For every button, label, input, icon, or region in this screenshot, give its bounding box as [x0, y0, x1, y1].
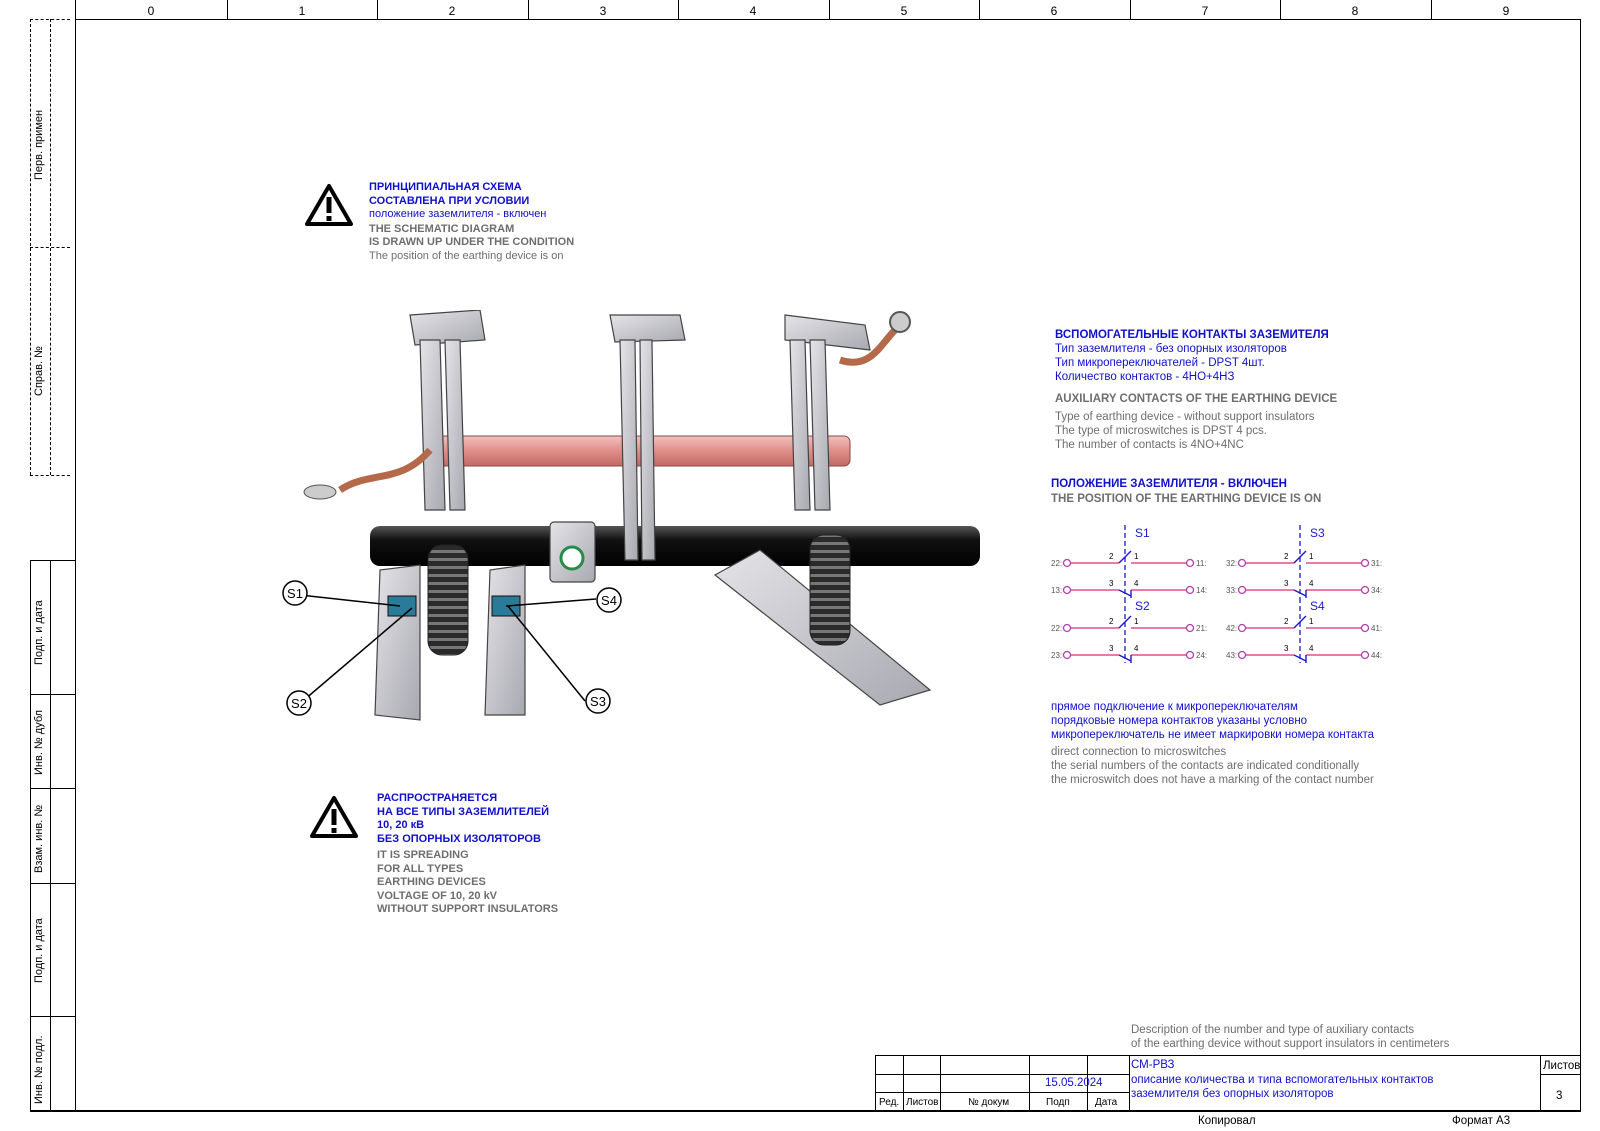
pin-number: 4	[1134, 579, 1139, 588]
callout-s3: S3	[590, 694, 606, 709]
terminal	[1239, 560, 1246, 567]
note-text: РАСПРОСТРАНЯЕТСЯ	[377, 792, 498, 804]
side-label-inv-podl: Инв. № подл.	[33, 1035, 45, 1104]
terminal	[1362, 587, 1369, 594]
terminal	[1239, 652, 1246, 659]
pin-number: 1	[1309, 552, 1314, 561]
position-label	[1051, 477, 1321, 507]
note-text: положение заземлителя - включен	[369, 208, 547, 220]
terminal	[1064, 652, 1071, 659]
side-label-vzam-inv: Взам. инв. №	[33, 804, 45, 873]
note-text: EARTHING DEVICES	[377, 876, 486, 888]
terminal	[1239, 587, 1246, 594]
aux-line: Тип микропереключателей - DPST 4шт.	[1055, 357, 1265, 369]
terminal-label: 32:	[1226, 559, 1238, 568]
position-ru: ПОЛОЖЕНИЕ ЗАЗЕМЛИТЕЛЯ - ВКЛЮЧЕН	[1051, 478, 1287, 490]
connection-note: прямое подключение к микропереключателям	[1051, 701, 1298, 713]
side-label-sprav-no: Справ. №	[33, 346, 45, 396]
footer-kopiroval: Копировал	[1198, 1115, 1256, 1127]
note-text: 10, 20 кВ	[377, 819, 425, 831]
switch-label: S3	[1310, 526, 1325, 540]
note-text: НА ВСЕ ТИПЫ ЗАЗЕМЛИТЕЛЕЙ	[377, 805, 550, 818]
terminal	[1187, 625, 1194, 632]
connection-note: микропереключатель не имеет маркировки номера контакта	[1051, 729, 1375, 741]
note-text: БЕЗ ОПОРНЫХ ИЗОЛЯТОРОВ	[377, 832, 541, 845]
side-label-podp-data-2: Подп. и дата	[33, 918, 45, 983]
terminal	[1187, 652, 1194, 659]
pin-number: 1	[1134, 617, 1139, 626]
tb-col-podp: Подп	[1046, 1097, 1070, 1108]
connection-note: the microswitch does not have a marking of the contact number	[1051, 774, 1374, 786]
tb-sheets-label: Листов	[1543, 1060, 1581, 1072]
terminal	[1187, 587, 1194, 594]
pin-number: 4	[1309, 644, 1314, 653]
zone-number: 9	[1502, 4, 1510, 18]
tb-col-data: Дата	[1095, 1097, 1118, 1108]
aux-title-ru: ВСПОМОГАТЕЛЬНЫЕ КОНТАКТЫ ЗАЗЕМИТЕЛЯ	[1055, 329, 1329, 341]
callout-s4: S4	[601, 593, 617, 608]
note-text: The position of the earthing device is on	[369, 249, 564, 262]
aux-contacts-description	[1055, 328, 1337, 452]
connection-note: direct connection to microswitches	[1051, 746, 1227, 758]
terminal-label: 41:	[1371, 624, 1383, 633]
terminal	[1187, 560, 1194, 567]
terminal	[1362, 652, 1369, 659]
callout-s1: S1	[287, 586, 303, 601]
terminal-label: 11:	[1196, 559, 1207, 568]
bottom-border	[30, 1111, 1581, 1112]
position-en: THE POSITION OF THE EARTHING DEVICE IS ON	[1051, 493, 1322, 505]
note-text: IT IS SPREADING	[377, 849, 469, 861]
terminal-label: 22:	[1051, 624, 1063, 633]
zone-number: 4	[749, 4, 757, 18]
terminal	[1239, 625, 1246, 632]
zone-number: 0	[147, 4, 155, 18]
terminal	[1064, 625, 1071, 632]
tb-sheets-value: 3	[1556, 1090, 1563, 1102]
tb-desc: описание количества и типа вспомогательных контактов	[1131, 1073, 1434, 1086]
terminal-label: 44:	[1371, 651, 1383, 660]
terminal-label: 13:	[1051, 586, 1063, 595]
pin-number: 3	[1284, 644, 1289, 653]
terminal	[1064, 560, 1071, 567]
aux-title-en: AUXILIARY CONTACTS OF THE EARTHING DEVICE	[1055, 393, 1338, 405]
note-text: THE SCHEMATIC DIAGRAM	[369, 222, 515, 235]
terminal	[1362, 625, 1369, 632]
tb-desc: заземлителя без опорных изоляторов	[1131, 1088, 1334, 1100]
aux-line: The number of contacts is 4NO+4NC	[1055, 439, 1244, 451]
tb-code: СМ-РВЗ	[1131, 1059, 1175, 1071]
side-label-perv-primen: Перв. примен	[33, 109, 45, 180]
callout-s2: S2	[291, 696, 307, 711]
terminal-label: 43:	[1226, 651, 1238, 660]
note-text: ПРИНЦИПИАЛЬНАЯ СХЕМА	[369, 181, 522, 193]
tb-col-red: Ред.	[879, 1097, 900, 1108]
sheet-description	[1131, 1023, 1449, 1051]
zone-number: 7	[1201, 4, 1209, 18]
tb-title	[1131, 1058, 1434, 1102]
pin-number: 2	[1109, 552, 1114, 561]
warning-icon	[304, 183, 354, 227]
terminal	[1362, 560, 1369, 567]
aux-line: The type of microswitches is DPST 4 pcs.	[1055, 425, 1267, 437]
contact-schematic	[1040, 525, 1400, 670]
terminal-label: 23:	[1051, 651, 1063, 660]
zone-number: 6	[1050, 4, 1058, 18]
zone-number: 2	[448, 4, 456, 18]
terminal-label: 31:	[1371, 559, 1383, 568]
aux-line: Тип заземлителя - без опорных изоляторов	[1055, 343, 1287, 355]
zone-number: 5	[900, 4, 908, 18]
warning-icon	[309, 795, 359, 839]
description-line: Description of the number and type of auxiliary contacts	[1131, 1024, 1415, 1036]
note-text: СОСТАВЛЕНА ПРИ УСЛОВИИ	[369, 194, 530, 207]
pin-number: 4	[1309, 579, 1314, 588]
tb-col-listov: Листов	[906, 1097, 939, 1108]
switch-label: S4	[1310, 599, 1325, 613]
terminal-label: 42:	[1226, 624, 1238, 633]
switch-label: S2	[1135, 599, 1150, 613]
switch-label: S1	[1135, 526, 1150, 540]
terminal-label: 34:	[1371, 586, 1383, 595]
pin-number: 3	[1284, 579, 1289, 588]
connection-note: порядковые номера контактов указаны условно	[1051, 715, 1308, 727]
terminal-label: 33:	[1226, 586, 1238, 595]
pin-number: 1	[1134, 552, 1139, 561]
note-text: IS DRAWN UP UNDER THE CONDITION	[369, 236, 575, 248]
zone-number: 3	[599, 4, 607, 18]
terminal	[1064, 587, 1071, 594]
connection-note: the serial numbers of the contacts are indicated conditionally	[1051, 760, 1360, 772]
pin-number: 3	[1109, 579, 1114, 588]
aux-line: Type of earthing device - without support insulators	[1055, 411, 1315, 423]
earthing-device-illustration	[280, 310, 1010, 740]
connection-notes	[1051, 700, 1374, 787]
note-applies-to-all	[377, 792, 558, 917]
aux-line: Количество контактов - 4НО+4НЗ	[1055, 371, 1235, 383]
note-text: FOR ALL TYPES	[377, 862, 464, 875]
note-text: WITHOUT SUPPORT INSULATORS	[377, 903, 559, 915]
tb-date: 15.05.2024	[1045, 1077, 1103, 1089]
zone-number: 1	[298, 4, 306, 18]
note-schematic-condition	[369, 181, 574, 263]
pin-number: 3	[1109, 644, 1114, 653]
side-label-podp-data: Подп. и дата	[33, 600, 45, 665]
description-line: of the earthing device without support insulators in centimeters	[1131, 1038, 1450, 1050]
pin-number: 2	[1284, 552, 1289, 561]
tb-col-doc-no: № докум	[968, 1097, 1010, 1108]
pin-number: 2	[1284, 617, 1289, 626]
terminal-label: 24:	[1196, 651, 1208, 660]
footer-format: Формат А3	[1452, 1115, 1511, 1127]
pin-number: 4	[1134, 644, 1139, 653]
terminal-label: 22:	[1051, 559, 1063, 568]
side-label-inv-dubl: Инв. № дубл	[33, 709, 45, 775]
note-text: VOLTAGE OF 10, 20 kV	[377, 889, 498, 902]
pin-number: 1	[1309, 617, 1314, 626]
terminal-label: 14:	[1196, 586, 1208, 595]
pin-number: 2	[1109, 617, 1114, 626]
terminal-label: 21:	[1196, 624, 1208, 633]
zone-number: 8	[1351, 4, 1359, 18]
